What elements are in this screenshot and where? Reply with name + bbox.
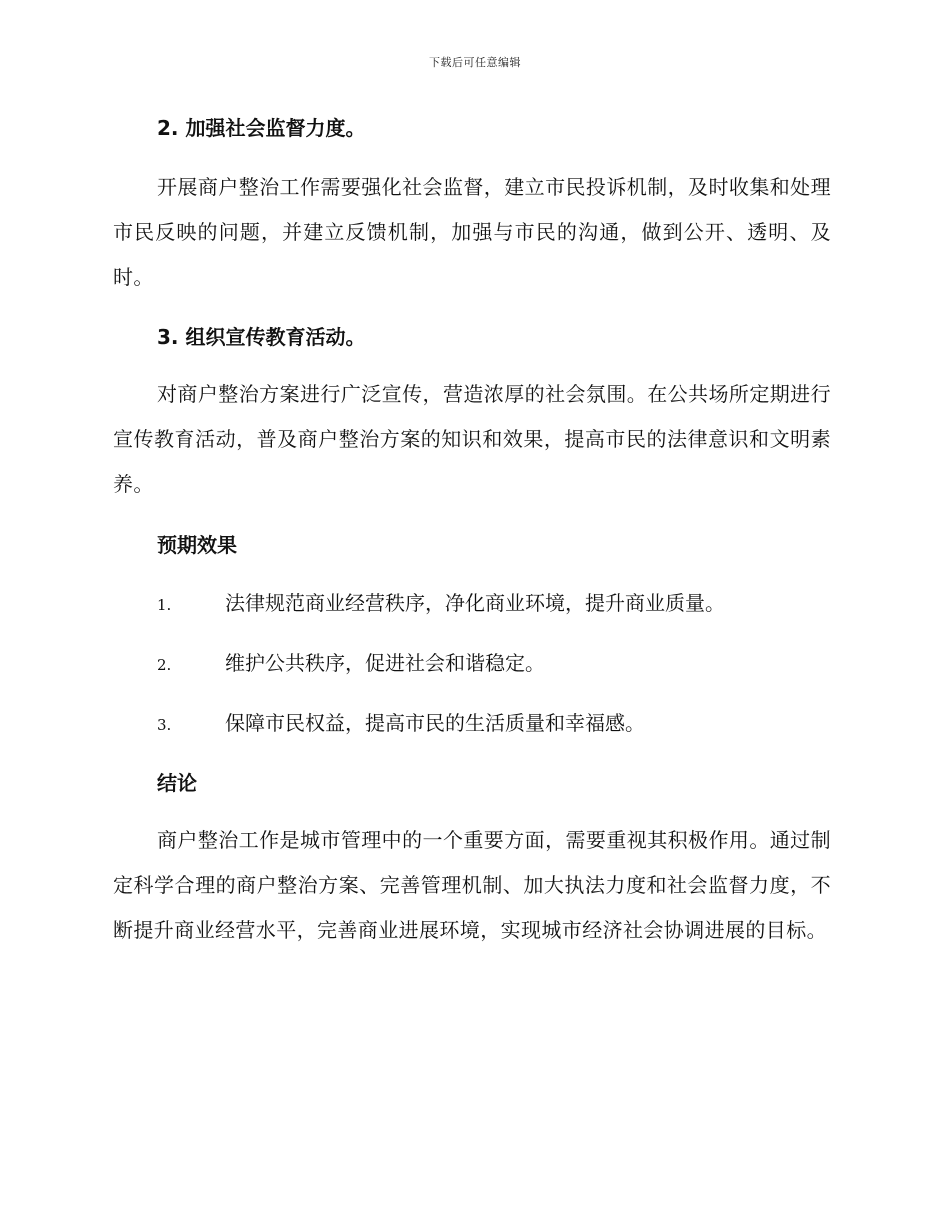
section-heading-publicity: 3. 组织宣传教育活动。 <box>157 325 366 349</box>
list-item-number: 1. <box>157 596 172 614</box>
list-item-text: 维护公共秩序，促进社会和谐稳定。 <box>225 651 545 675</box>
paragraph-conclusion: 商户整治工作是城市管理中的一个重要方面，需要重视其积极作用。通过制定科学合理的商户整治方案、完善管理机制、加大执法力度和社会监督力度，不断提升商业经营水平，完善商业进展环境，实现城市经济社会协调进展的目标。 <box>113 828 831 942</box>
list-item <box>157 648 831 680</box>
page-header: 下载后可任意编辑 <box>429 56 521 69</box>
list-item-text: 法律规范商业经营秩序，净化商业环境，提升商业质量。 <box>225 591 725 615</box>
paragraph-publicity: 对商户整治方案进行广泛宣传，营造浓厚的社会氛围。在公共场所定期进行宣传教育活动，普及商户整治方案的知识和效果，提高市民的法律意识和文明素养。 <box>113 382 831 496</box>
list-item-text: 保障市民权益，提高市民的生活质量和幸福感。 <box>225 711 645 735</box>
list-item-number: 2. <box>157 656 172 674</box>
list-item <box>157 588 831 620</box>
document-body <box>113 113 831 953</box>
section-heading-supervision: 2. 加强社会监督力度。 <box>157 116 366 140</box>
list-item <box>157 708 831 740</box>
section-heading-expected-effects: 预期效果 <box>157 533 237 557</box>
list-item-number: 3. <box>157 716 172 734</box>
paragraph-supervision: 开展商户整治工作需要强化社会监督，建立市民投诉机制，及时收集和处理市民反映的问题，并建立反馈机制，加强与市民的沟通，做到公开、透明、及时。 <box>113 175 831 289</box>
section-heading-conclusion: 结论 <box>157 771 197 795</box>
